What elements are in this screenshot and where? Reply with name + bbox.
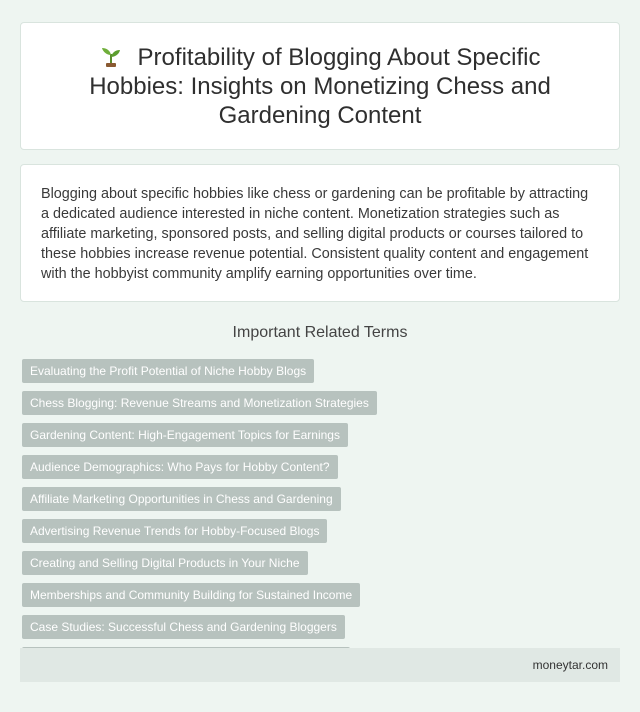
term-tag[interactable]: Audience Demographics: Who Pays for Hobby Content? xyxy=(22,455,338,479)
title-card xyxy=(20,22,620,150)
related-terms-heading: Important Related Terms xyxy=(232,324,408,341)
page-title xyxy=(61,43,579,130)
term-tag[interactable]: Case Studies: Successful Chess and Gardening Bloggers xyxy=(22,615,345,639)
term-tag[interactable]: Gardening Content: High-Engagement Topics for Earnings xyxy=(22,423,348,447)
term-tag[interactable]: Creating and Selling Digital Products in Your Niche xyxy=(22,551,308,575)
term-tag[interactable]: Evaluating the Profit Potential of Niche Hobby Blogs xyxy=(22,359,314,383)
term-tag[interactable]: Memberships and Community Building for Sustained Income xyxy=(22,583,360,607)
footer xyxy=(20,648,620,682)
sprout-icon xyxy=(100,45,122,67)
term-tag[interactable]: Advertising Revenue Trends for Hobby-Focused Blogs xyxy=(22,519,327,543)
term-tag[interactable]: Affiliate Marketing Opportunities in Chess and Gardening xyxy=(22,487,341,511)
page-title-text: Profitability of Blogging About Specific Hobbies: Insights on Monetizing Chess and Gardening Content xyxy=(89,43,551,129)
site-link[interactable]: moneytar.com xyxy=(532,658,608,672)
term-tag[interactable]: Chess Blogging: Revenue Streams and Monetization Strategies xyxy=(22,391,377,415)
related-terms-list xyxy=(22,359,620,671)
summary-card xyxy=(20,164,620,302)
summary-text: Blogging about specific hobbies like chess or gardening can be profitable by attracting a dedicated audience interested in niche content. Monetization strategies such as affiliate marketing, sponsored posts, and selling digital products or courses tailored to these hobbies increase revenue potential. Consistent quality content and engagement with the hobbyist community amplify earning opportunities over time. xyxy=(41,186,589,282)
